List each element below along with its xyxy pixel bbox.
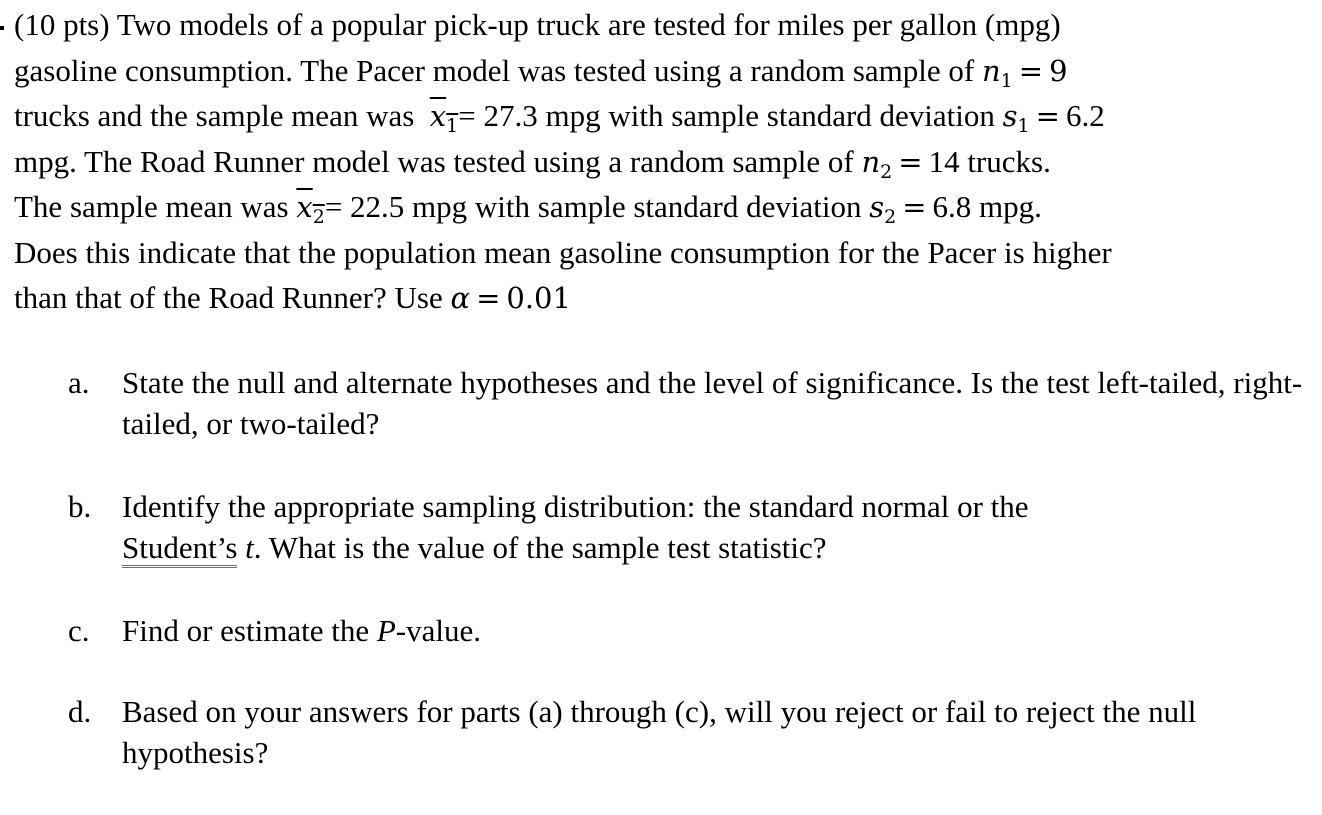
intro-text: = 22.5 mpg with sample standard deviation <box>324 189 870 224</box>
part-d <box>68 691 1313 773</box>
part-text: -value. <box>395 613 481 648</box>
value-n1: 9 <box>1049 53 1068 88</box>
var-xbar2: $x_2$ <box>296 190 325 228</box>
part-text: Find or estimate the <box>122 613 377 648</box>
value-n2: 14 trucks. <box>928 143 1051 179</box>
equals-sign: = <box>902 190 927 224</box>
part-letter: d. <box>68 694 92 729</box>
equals-sign: = <box>1018 53 1044 88</box>
intro-line-7 <box>14 275 1314 321</box>
part-c <box>68 610 1313 651</box>
intro-text: than that of the Road Runner? Use <box>14 280 451 315</box>
spelling-underlined-word[interactable]: Student’s <box>122 530 237 568</box>
problem-intro <box>14 2 1314 321</box>
equals-sign: = <box>1035 99 1060 133</box>
var-alpha: α <box>450 281 471 315</box>
intro-line-3 <box>14 93 1314 139</box>
part-text: . What is the value of the sample test statistic? <box>253 530 827 565</box>
var-s2: $s_2$ <box>869 190 897 228</box>
intro-text: mpg. The Road Runner model was tested using a random sample of <box>14 143 862 179</box>
equals-sign: = <box>898 144 923 179</box>
part-text: Identify the appropriate sampling distribution: the standard normal or the <box>122 489 1029 524</box>
var-n2: $n_2$ <box>861 144 893 183</box>
part-b <box>68 486 1313 568</box>
list-bullet <box>0 26 4 30</box>
var-n1: $n_1$ <box>981 53 1013 92</box>
part-letter: b. <box>68 489 92 524</box>
intro-line-5 <box>14 184 1314 230</box>
intro-line-2 <box>14 48 1314 94</box>
part-letter: c. <box>68 613 90 648</box>
equals-sign: = <box>476 281 501 315</box>
question-parts <box>68 362 1313 815</box>
var-xbar1: $x_1$ <box>429 99 459 137</box>
value-alpha: 0.01 <box>506 281 571 315</box>
intro-text: gasoline consumption. The Pacer model was tested using a random sample of <box>14 52 982 88</box>
t-symbol: t <box>245 530 254 565</box>
part-text: State the null and alternate hypotheses and the level of significance. Is the test left-tailed, right-tailed, or two-tailed? <box>122 365 1303 441</box>
value-s1: 6.2 <box>1065 98 1105 133</box>
intro-line-4 <box>14 139 1314 185</box>
intro-text: The sample mean was <box>14 189 297 224</box>
part-text: Based on your answers for parts (a) through (c), will you reject or fail to reject the null hypothesis? <box>122 694 1197 770</box>
intro-line-6 <box>14 230 1314 276</box>
value-s2: 6.8 mpg. <box>932 189 1042 224</box>
intro-text: Does this indicate that the population mean gasoline consumption for the Pacer is higher <box>14 234 1112 270</box>
var-s1: $s_1$ <box>1002 99 1030 137</box>
part-letter: a. <box>68 365 90 400</box>
intro-line-1 <box>14 2 1314 48</box>
p-symbol: P <box>376 613 396 648</box>
intro-text: = 27.3 mpg with sample standard deviation <box>458 98 1003 133</box>
part-a <box>68 362 1313 444</box>
intro-text: trucks and the sample mean was <box>14 98 423 133</box>
intro-text: (10 pts) Two models of a popular pick-up truck are tested for miles per gallon (mpg) <box>14 7 1061 42</box>
